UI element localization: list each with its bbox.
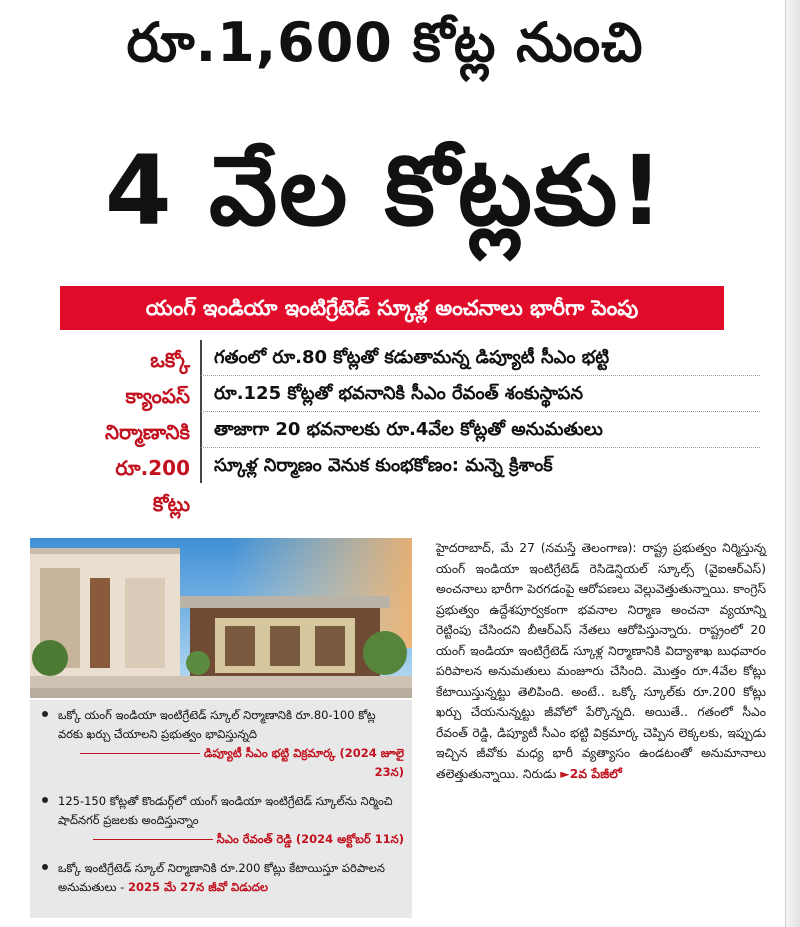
quote-text: ఒక్కో యంగ్ ఇండియా ఇంటిగ్రేటెడ్ స్కూల్ నిర్మాణానికి రూ.80-100 కోట్ల వరకు ఖర్చు చేయాలని ప్రభుత్వం భావిస్తున్నది (58, 708, 376, 741)
quote-text: 125-150 కోట్లతో కొండుర్గ్‌లో యంగ్ ఇండియా ఇంటిగ్రేటెడ్ స్కూల్‌ను నిర్మించి షాద్‌నగర్ ప్రజలకు అందిస్తున్నాం (58, 794, 393, 827)
quotes-box (30, 700, 412, 918)
key-point: గతంలో రూ.80 కోట్లతో కడుతామన్న డిప్యూటీ సీఎం భట్టి (200, 340, 760, 375)
side-label-line: కోట్లు (152, 492, 190, 516)
quote-source (58, 830, 404, 849)
quote-source (58, 744, 404, 782)
page-edge (785, 0, 800, 927)
bullet-icon (42, 864, 48, 870)
divider (80, 753, 200, 754)
headline-line1: రూ.1,600 కోట్ల నుంచి (126, 11, 644, 74)
bullet-icon (42, 797, 48, 803)
arrow-right-icon: ► (560, 766, 570, 781)
quote-text-main: ఒక్కో ఇంటిగ్రేటెడ్ స్కూల్ నిర్మాణానికి రూ.200 కోట్లు కేటాయిస్తూ పరిపాలన అనుమతులు - (58, 861, 385, 894)
side-label-line: క్యాంపస్ (125, 384, 190, 408)
continued-on-link[interactable]: 2వ పేజీలో (569, 766, 622, 781)
key-point: తాజాగా 20 భవనాలకు రూ.4వేల కోట్లతో అనుమతులు (200, 411, 760, 447)
quote-item (30, 853, 412, 901)
quote-item (30, 786, 412, 853)
key-point: స్కూళ్ల నిర్మాణం వెనుక కుంభకోణం: మన్నె క్రిశాంక్ (200, 447, 760, 483)
quote-source-text: డిప్యూటీ సీఎం భట్టి విక్రమార్క (2024 జూలై 23న) (203, 746, 404, 779)
key-points (200, 340, 760, 483)
bullet-icon (42, 711, 48, 717)
side-label-line: ఒక్కో (150, 348, 190, 372)
quote-source-text: సీఎం రేవంత్ రెడ్డి (2024 అక్టోబర్ 11న) (216, 832, 404, 846)
school-building-photo (30, 538, 412, 698)
divider (93, 839, 213, 840)
side-highlight (88, 342, 190, 522)
subheadline-banner: యంగ్ ఇండియా ఇంటిగ్రేటెడ్ స్కూళ్ల అంచనాలు భారీగా పెంపు (60, 286, 724, 330)
headline-line2: 4 వేల కోట్లకు! (104, 135, 666, 247)
article-body (436, 538, 766, 784)
quote-item (30, 700, 412, 786)
side-label-line: నిర్మాణానికి (104, 420, 190, 444)
quote-source-text: 2025 మే 27న జీవో విడుదల (127, 880, 268, 894)
quote-text (58, 859, 404, 897)
article-paragraph: హైదరాబాద్, మే 27 (నమస్తే తెలంగాణ): రాష్ట్ర ప్రభుత్వం నిర్మిస్తున్న యంగ్ ఇండియా ఇంటిగ్రేటెడ్ రెసిడెన్షియల్ స్కూల్స్ (వైఐఆర్ఎస్) అంచనాలు భారీగా పెరగడంపై ఆరోపణలు వెల్లువెత్తుతున్నాయి. కాంగ్రెస్ ప్రభుత్వం ఉద్దేశపూర్వకంగా భవనాల నిర్మాణ అంచనా వ్యయాన్ని రెట్టింపు చేసిందని బీఆర్ఎస్ నేతలు ఆరోపిస్తున్నారు. రాష్ట్రంలో 20 యంగ్ ఇండియా ఇంటిగ్రేటెడ్ స్కూళ్ల నిర్మాణానికి విద్యాశాఖ బుధవారం పరిపాలన అనుమతులు మంజూరు చేసింది. మొత్తం రూ.4వేల కోట్లు కేటాయిస్తున్నట్టు తెలిపింది. అంటే.. ఒక్కో స్కూల్‌కు రూ.200 కోట్లు ఖర్చు చేయనున్నట్టు జీవోలో పేర్కొన్నది. అయితే.. గతంలో సీఎం రేవంత్ రెడ్డి, డిప్యూటీ సీఎం భట్టి విక్రమార్క చెప్పిన లెక్కలకు, ఇప్పుడు ఇచ్చిన జీవోకు మధ్య భారీ వ్యత్యాసం ఉండటంతో అనుమానాలు తలెత్తుతున్నాయి. నిరుడు (436, 541, 766, 781)
key-point: రూ.125 కోట్లతో భవనానికి సీఎం రేవంత్ శంకుస్థాపన (200, 375, 760, 411)
side-label-line: రూ.200 (115, 456, 190, 480)
